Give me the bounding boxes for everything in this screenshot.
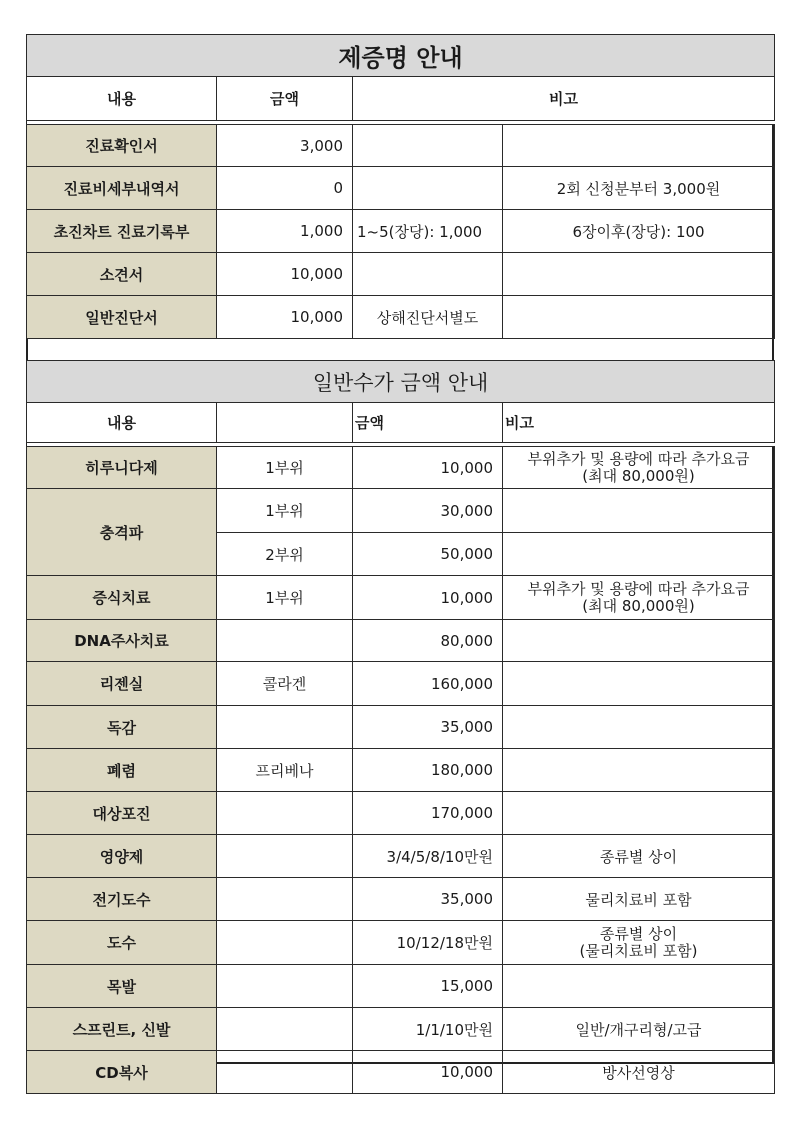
item-unit — [217, 1051, 353, 1094]
item-name: DNA주사치료 — [27, 620, 217, 662]
table-row — [27, 835, 775, 878]
note-line-2: (최대 80,000원) — [582, 466, 695, 485]
item-unit: 프리베나 — [217, 749, 353, 792]
item-note2 — [503, 253, 775, 296]
table-row — [27, 489, 775, 533]
item-name: 대상포진 — [27, 792, 217, 835]
item-name: 리젠실 — [27, 662, 217, 706]
item-amount: 30,000 — [353, 489, 503, 533]
item-note2: 2회 신청분부터 3,000원 — [503, 167, 775, 210]
item-name: 도수 — [27, 921, 217, 965]
item-note: 일반/개구리형/고급 — [503, 1008, 775, 1051]
item-amount: 180,000 — [353, 749, 503, 792]
table-row — [27, 296, 775, 339]
item-note — [503, 706, 775, 749]
item-amount: 10,000 — [353, 1051, 503, 1094]
table-row — [27, 662, 775, 706]
header-note: 비고 — [353, 77, 775, 121]
item-name: 독감 — [27, 706, 217, 749]
table-row — [27, 921, 775, 965]
header-content: 내용 — [27, 77, 217, 121]
table-row — [27, 749, 775, 792]
note-line-1: 부위추가 및 용량에 따라 추가요금 — [527, 579, 750, 598]
item-amount: 10,000 — [217, 253, 353, 296]
item-unit — [217, 835, 353, 878]
table-row — [27, 576, 775, 620]
item-name: 증식치료 — [27, 576, 217, 620]
item-name: 전기도수 — [27, 878, 217, 921]
note-line-2: (최대 80,000원) — [582, 596, 695, 615]
item-note: 종류별 상이 — [503, 835, 775, 878]
table-row — [27, 447, 775, 489]
table-row — [27, 210, 775, 253]
item-note1 — [353, 253, 503, 296]
item-note — [503, 965, 775, 1008]
item-name: 진료비세부내역서 — [27, 167, 217, 210]
item-unit — [217, 1008, 353, 1051]
header-amount: 금액 — [217, 77, 353, 121]
item-note — [503, 749, 775, 792]
item-amount: 0 — [217, 167, 353, 210]
item-name: 히루니다제 — [27, 447, 217, 489]
header-amount: 금액 — [353, 403, 503, 443]
header-blank — [217, 403, 353, 443]
item-note1 — [353, 167, 503, 210]
table-row — [27, 125, 775, 167]
item-name: 진료확인서 — [27, 125, 217, 167]
table-row — [27, 253, 775, 296]
item-note — [503, 576, 775, 620]
item-amount: 1,000 — [217, 210, 353, 253]
item-unit: 콜라겐 — [217, 662, 353, 706]
item-unit: 1부위 — [217, 489, 353, 533]
item-note2: 6장이후(장당): 100 — [503, 210, 775, 253]
item-name: CD복사 — [27, 1051, 217, 1094]
item-amount: 15,000 — [353, 965, 503, 1008]
item-unit — [217, 620, 353, 662]
item-amount: 10,000 — [217, 296, 353, 339]
item-amount: 35,000 — [353, 878, 503, 921]
item-amount: 35,000 — [353, 706, 503, 749]
item-name: 소견서 — [27, 253, 217, 296]
table-row — [27, 1008, 775, 1051]
item-note1: 상해진단서별도 — [353, 296, 503, 339]
table-row — [27, 167, 775, 210]
table-row — [27, 878, 775, 921]
item-amount: 80,000 — [353, 620, 503, 662]
item-note2 — [503, 296, 775, 339]
certificate-table-title: 제증명 안내 — [27, 35, 775, 77]
note-line-1: 부위추가 및 용량에 따라 추가요금 — [527, 449, 750, 468]
item-amount: 10,000 — [353, 447, 503, 489]
item-unit — [217, 878, 353, 921]
item-name: 초진차트 진료기록부 — [27, 210, 217, 253]
item-unit: 1부위 — [217, 447, 353, 489]
header-note: 비고 — [503, 403, 775, 443]
note-line-2: (물리치료비 포함) — [579, 941, 698, 960]
general-table-title: 일반수가 금액 안내 — [27, 361, 775, 403]
item-amount: 10/12/18만원 — [353, 921, 503, 965]
item-name: 폐렴 — [27, 749, 217, 792]
item-note: 방사선영상 — [503, 1051, 775, 1094]
item-note1: 1~5(장당): 1,000 — [353, 210, 503, 253]
item-amount: 10,000 — [353, 576, 503, 620]
item-note1 — [353, 125, 503, 167]
item-name: 충격파 — [27, 489, 217, 576]
item-note — [503, 921, 775, 965]
item-note — [503, 533, 775, 576]
certificate-fee-table — [26, 34, 775, 339]
item-unit: 1부위 — [217, 576, 353, 620]
table-row — [27, 1051, 775, 1094]
item-name: 스프린트, 신발 — [27, 1008, 217, 1051]
item-note — [503, 620, 775, 662]
item-note2 — [503, 125, 775, 167]
note-line-1: 종류별 상이 — [599, 924, 678, 943]
table-row — [27, 965, 775, 1008]
item-amount: 170,000 — [353, 792, 503, 835]
item-name: 영양제 — [27, 835, 217, 878]
table-row — [27, 792, 775, 835]
item-amount: 3/4/5/8/10만원 — [353, 835, 503, 878]
item-note — [503, 447, 775, 489]
item-note — [503, 489, 775, 533]
item-note — [503, 792, 775, 835]
table-row — [27, 706, 775, 749]
item-unit — [217, 965, 353, 1008]
item-unit — [217, 792, 353, 835]
item-name: 목발 — [27, 965, 217, 1008]
item-amount: 1/1/10만원 — [353, 1008, 503, 1051]
general-fee-table — [26, 360, 775, 1094]
table-row — [27, 620, 775, 662]
item-amount: 3,000 — [217, 125, 353, 167]
item-unit — [217, 706, 353, 749]
item-note: 물리치료비 포함 — [503, 878, 775, 921]
item-note — [503, 662, 775, 706]
item-unit: 2부위 — [217, 533, 353, 576]
item-unit — [217, 921, 353, 965]
header-content: 내용 — [27, 403, 217, 443]
item-amount: 160,000 — [353, 662, 503, 706]
item-name: 일반진단서 — [27, 296, 217, 339]
item-amount: 50,000 — [353, 533, 503, 576]
